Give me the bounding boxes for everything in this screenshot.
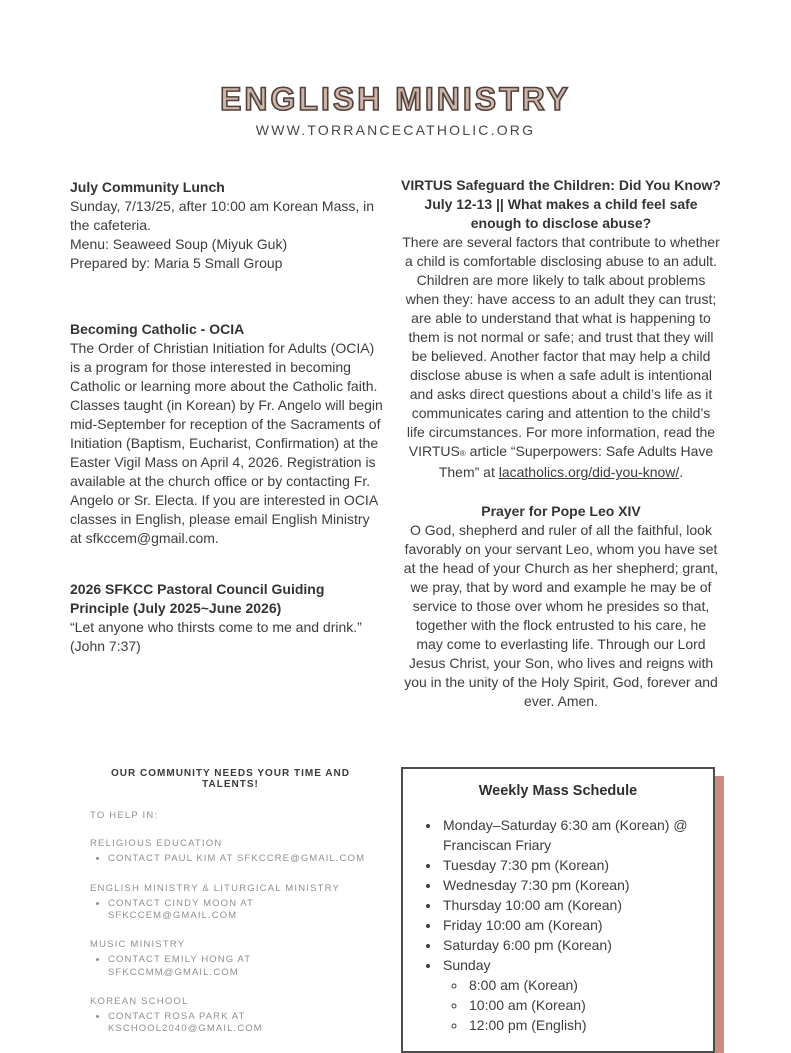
virtus-heading <box>401 176 721 233</box>
group-contact: • CONTACT ROSA PARK AT KSCHOOL2040@GMAIL.COM <box>108 1011 383 1036</box>
virtus-more-info-prefix: For more information, read the VIRTUS <box>408 424 716 460</box>
mass-schedule-item-sunday <box>441 955 697 1035</box>
mass-schedule-item: • Tuesday 7:30 pm (Korean) <box>441 855 697 875</box>
community-lunch-body: Sunday, 7/13/25, after 10:00 am Korean Mass, in the cafeteria. <box>70 198 375 234</box>
virtus-body-text: There are several factors that contribute to whether a child is comfortable disclosing abuse to an adult. Children are more likely to talk about problems when they: have access to an adult they can trust; are able to understand that what is happening to them is not normal or safe; and trust that they will be believed. Another factor that may help a child disclose abuse is when a safe adult is intentional and asks direct questions about a child’s life as it communicates caring and attention to the child’s life circumstances. <box>402 234 720 441</box>
ocia-body: The Order of Christian Initiation for Adults (OCIA) is a program for those interested in becoming Catholic or learning more about the Catholic faith. Classes taught (in Korean) by Fr. Angelo will begin mid-September for reception of the Sacraments of Initiation (Baptism, Eucharist, Confirmation) at the Easter Vigil Mass on April 4, 2026. Registration is available at the church office or by contacting Fr. Angelo or Sr. Electa. If you are interested in OCIA classes in English, please email English Ministry at sfkccem@gmail.com. <box>70 340 383 547</box>
virtus-more-info-suffix: . <box>679 464 684 481</box>
group-contact-list <box>108 954 383 979</box>
group-contact-list <box>108 898 383 923</box>
sunday-time: ◦ 12:00 pm (English) <box>467 1015 697 1035</box>
prayer-heading: Prayer for Pope Leo XIV <box>481 503 641 520</box>
registered-trademark-symbol: ® <box>459 449 466 459</box>
group-name: ENGLISH MINISTRY & LITURGICAL MINISTRY <box>90 882 341 894</box>
pastoral-council-citation: (John 7:37) <box>70 638 141 655</box>
group-name: KOREAN SCHOOL <box>90 995 189 1007</box>
group-contact: • CONTACT EMILY HONG AT SFKCCMM@GMAIL.COM <box>108 954 383 979</box>
section-prayer <box>401 502 721 711</box>
section-ocia <box>70 320 383 548</box>
mass-schedule-heading: Weekly Mass Schedule <box>478 783 638 800</box>
right-column <box>401 176 721 1053</box>
volunteer-intro: TO HELP IN: <box>90 810 159 822</box>
volunteer-group-korean-school <box>90 996 383 1036</box>
pastoral-council-quote: “Let anyone who thirsts come to me and drink.” <box>70 619 362 636</box>
mass-schedule-item: • Wednesday 7:30 pm (Korean) <box>441 875 697 895</box>
volunteer-group-english-ministry <box>90 883 383 923</box>
section-virtus <box>401 176 721 482</box>
weekly-mass-schedule-box <box>401 767 715 1053</box>
group-contact-list <box>108 853 383 865</box>
page-title: ENGLISH MINISTRY <box>220 81 571 117</box>
website-url: WWW.TORRANCECATHOLIC.ORG <box>255 122 536 139</box>
ocia-heading: Becoming Catholic - OCIA <box>70 321 245 338</box>
group-name: MUSIC MINISTRY <box>90 939 186 951</box>
mass-schedule-item: • Friday 10:00 am (Korean) <box>441 915 697 935</box>
group-name: RELIGIOUS EDUCATION <box>90 838 223 850</box>
group-contact: • CONTACT CINDY MOON AT SFKCCEM@GMAIL.COM <box>108 898 383 923</box>
prayer-body: O God, shepherd and ruler of all the faithful, look favorably on your servant Leo, whom you have set at the head of your Church as her shepherd; grant, we pray, that by word and example he may be of service to those over whom he presides so that, together with the flock entrusted to his care, he may come to everlasting life. Through our Lord Jesus Christ, your Son, who lives and reigns with you in the unity of the Holy Spirit, God, forever and ever. Amen. <box>403 522 719 710</box>
virtus-heading-line1: VIRTUS Safeguard the Children: Did You Know? <box>401 177 721 194</box>
volunteer-header: OUR COMMUNITY NEEDS YOUR TIME AND TALENTS! <box>111 768 350 791</box>
mass-schedule-item: • Thursday 10:00 am (Korean) <box>441 895 697 915</box>
left-column <box>70 176 383 1053</box>
community-lunch-heading: July Community Lunch <box>70 179 225 196</box>
virtus-body <box>401 233 721 482</box>
volunteer-group-music-ministry <box>90 939 383 979</box>
did-you-know-link[interactable]: lacatholics.org/did-you-know/ <box>498 464 680 481</box>
content-columns <box>0 176 791 1053</box>
mass-schedule-list <box>441 815 697 1035</box>
section-community-lunch <box>70 178 383 273</box>
sunday-time: ◦ 10:00 am (Korean) <box>467 995 697 1015</box>
mass-schedule-item: • Monday–Saturday 6:30 am (Korean) @ Franciscan Friary <box>441 815 697 855</box>
volunteer-group-religious-education <box>90 838 383 865</box>
community-lunch-menu: Menu: Seaweed Soup (Miyuk Guk) <box>70 236 288 253</box>
group-contact-list <box>108 1011 383 1036</box>
group-contact: • CONTACT PAUL KIM AT SFKCCRE@GMAIL.COM <box>108 853 383 865</box>
virtus-more-info-middle: article “Superpowers: Safe Adults Have Them” at <box>438 443 714 481</box>
mass-schedule-item: • Saturday 6:00 pm (Korean) <box>441 935 697 955</box>
section-volunteer-community <box>70 768 383 1035</box>
sunday-label: Sunday <box>443 957 491 974</box>
section-pastoral-council <box>70 580 383 656</box>
masthead <box>0 0 791 138</box>
virtus-heading-line2: July 12-13 || What makes a child feel safe enough to disclose abuse? <box>424 196 698 232</box>
sunday-time: ◦ 8:00 am (Korean) <box>467 975 697 995</box>
sunday-times-list <box>467 975 697 1035</box>
pastoral-council-heading: 2026 SFKCC Pastoral Council Guiding Principle (July 2025~June 2026) <box>70 581 325 617</box>
community-lunch-prepared: Prepared by: Maria 5 Small Group <box>70 255 283 272</box>
